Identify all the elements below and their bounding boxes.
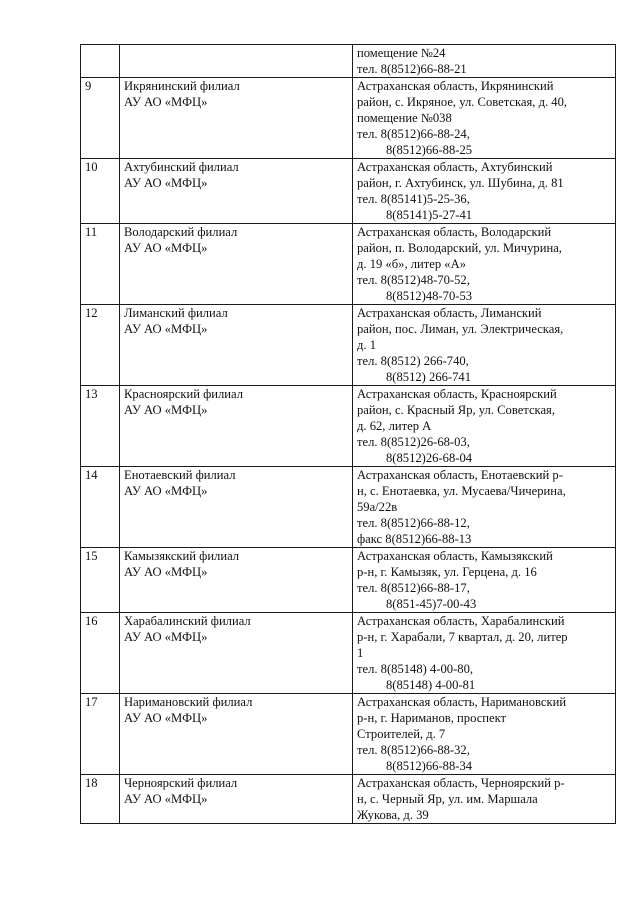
- address-line: Астраханская область, Икрянинский: [357, 79, 554, 93]
- branch-name-line: Наримановский филиал: [124, 695, 253, 709]
- row-number: 12: [81, 305, 120, 386]
- address-line: тел. 8(8512)66-88-12,: [357, 516, 470, 530]
- address-line: помещение №038: [357, 111, 452, 125]
- address-line: д. 19 «б», литер «А»: [357, 257, 466, 271]
- address-line: Астраханская область, Харабалинский: [357, 614, 565, 628]
- address-line: н, с. Черный Яр, ул. им. Маршала: [357, 792, 538, 806]
- branch-address-cell: [353, 775, 616, 824]
- branch-name-line: АУ АО «МФЦ»: [124, 95, 208, 109]
- row-number: 15: [81, 548, 120, 613]
- row-number: 13: [81, 386, 120, 467]
- branch-name-cell: [120, 78, 353, 159]
- branch-name-line: АУ АО «МФЦ»: [124, 322, 208, 336]
- row-number: 16: [81, 613, 120, 694]
- branch-address-cell: [353, 386, 616, 467]
- row-number: 14: [81, 467, 120, 548]
- table-row: [81, 78, 616, 159]
- branch-name-line: Икрянинский филиал: [124, 79, 240, 93]
- branch-name-cell: [120, 467, 353, 548]
- branch-name-line: АУ АО «МФЦ»: [124, 241, 208, 255]
- address-line: р-н, г. Камызяк, ул. Герцена, д. 16: [357, 565, 537, 579]
- address-line: д. 62, литер А: [357, 419, 432, 433]
- branch-address-cell: [353, 548, 616, 613]
- row-number: 11: [81, 224, 120, 305]
- branch-name-line: АУ АО «МФЦ»: [124, 630, 208, 644]
- address-line: тел. 8(8512)66-88-32,: [357, 743, 470, 757]
- address-line: тел. 8(85148) 4-00-80,: [357, 662, 474, 676]
- address-line: тел. 8(8512)66-88-17,: [357, 581, 470, 595]
- address-line: Астраханская область, Камызякский: [357, 549, 553, 563]
- branch-name-line: Камызякский филиал: [124, 549, 240, 563]
- row-number: 9: [81, 78, 120, 159]
- address-line: Жукова, д. 39: [357, 808, 429, 822]
- branch-name-line: АУ АО «МФЦ»: [124, 484, 208, 498]
- table-row: [81, 467, 616, 548]
- row-number: 18: [81, 775, 120, 824]
- row-number: 10: [81, 159, 120, 224]
- branch-address-cell: [353, 159, 616, 224]
- branch-address-cell: [353, 305, 616, 386]
- branch-name-cell: [120, 613, 353, 694]
- branches-table-body: [81, 45, 616, 824]
- address-line: Строителей, д. 7: [357, 727, 446, 741]
- address-line: н, с. Енотаевка, ул. Мусаева/Чичерина,: [357, 484, 566, 498]
- address-line: 8(8512)66-88-25: [386, 143, 473, 157]
- address-line: Астраханская область, Наримановский: [357, 695, 567, 709]
- address-line: 8(8512)26-68-04: [386, 451, 473, 465]
- table-row: [81, 548, 616, 613]
- row-number: 17: [81, 694, 120, 775]
- branch-name-line: Ахтубинский филиал: [124, 160, 239, 174]
- branch-address-cell: [353, 694, 616, 775]
- branch-name-line: АУ АО «МФЦ»: [124, 792, 208, 806]
- branch-name-line: Красноярский филиал: [124, 387, 244, 401]
- address-line: Астраханская область, Ахтубинский: [357, 160, 553, 174]
- branch-address-cell: [353, 224, 616, 305]
- address-line: район, с. Красный Яр, ул. Советская,: [357, 403, 555, 417]
- address-line: тел. 8(8512)66-88-21: [357, 62, 467, 76]
- branch-name-line: Лиманский филиал: [124, 306, 228, 320]
- address-line: 8(8512) 266-741: [386, 370, 471, 384]
- address-line: 8(8512)48-70-53: [386, 289, 473, 303]
- table-row: [81, 775, 616, 824]
- address-line: Астраханская область, Красноярский: [357, 387, 557, 401]
- address-line: 8(8512)66-88-34: [386, 759, 473, 773]
- address-line: тел. 8(8512)48-70-52,: [357, 273, 470, 287]
- address-line: факс 8(8512)66-88-13: [357, 532, 472, 546]
- address-line: д. 1: [357, 338, 377, 352]
- branch-name-cell: [120, 386, 353, 467]
- address-line: 8(85141)5-27-41: [386, 208, 473, 222]
- branch-name-cell: [120, 305, 353, 386]
- address-line: район, г. Ахтубинск, ул. Шубина, д. 81: [357, 176, 564, 190]
- address-line: Астраханская область, Володарский: [357, 225, 552, 239]
- address-line: район, с. Икряное, ул. Советская, д. 40,: [357, 95, 568, 109]
- address-line: тел. 8(8512)26-68-03,: [357, 435, 470, 449]
- row-number: [81, 45, 120, 78]
- table-row: [81, 694, 616, 775]
- branch-name-cell: [120, 694, 353, 775]
- branch-address-cell: [353, 45, 616, 78]
- table-row: [81, 159, 616, 224]
- branch-address-cell: [353, 467, 616, 548]
- address-line: Астраханская область, Енотаевский р-: [357, 468, 563, 482]
- branch-name-line: АУ АО «МФЦ»: [124, 403, 208, 417]
- address-line: район, п. Володарский, ул. Мичурина,: [357, 241, 562, 255]
- address-line: тел. 8(85141)5-25-36,: [357, 192, 470, 206]
- address-line: тел. 8(8512)66-88-24,: [357, 127, 470, 141]
- branch-name-cell: [120, 548, 353, 613]
- branch-address-cell: [353, 78, 616, 159]
- address-line: тел. 8(8512) 266-740,: [357, 354, 469, 368]
- branch-name-line: Енотаевский филиал: [124, 468, 236, 482]
- branch-name-line: Черноярский филиал: [124, 776, 238, 790]
- table-row: [81, 224, 616, 305]
- address-line: Астраханская область, Лиманский: [357, 306, 542, 320]
- table-row: [81, 386, 616, 467]
- address-line: 8(851-45)7-00-43: [386, 597, 477, 611]
- table-row: [81, 613, 616, 694]
- address-line: Астраханская область, Черноярский р-: [357, 776, 565, 790]
- branch-name-cell: [120, 224, 353, 305]
- branch-address-cell: [353, 613, 616, 694]
- address-line: 59а/22в: [357, 500, 398, 514]
- address-line: р-н, г. Харабали, 7 квартал, д. 20, литер: [357, 630, 568, 644]
- address-line: помещение №24: [357, 46, 446, 60]
- branch-name-cell: [120, 159, 353, 224]
- branch-name-line: АУ АО «МФЦ»: [124, 711, 208, 725]
- address-line: 8(85148) 4-00-81: [386, 678, 476, 692]
- table-row: [81, 305, 616, 386]
- branches-table: [80, 44, 616, 824]
- address-line: р-н, г. Нариманов, проспект: [357, 711, 507, 725]
- branch-name-line: АУ АО «МФЦ»: [124, 176, 208, 190]
- branch-name-line: Харабалинский филиал: [124, 614, 251, 628]
- table-row: [81, 45, 616, 78]
- branch-name-cell: [120, 45, 353, 78]
- address-line: 1: [357, 646, 364, 660]
- branch-name-cell: [120, 775, 353, 824]
- branch-name-line: Володарский филиал: [124, 225, 238, 239]
- address-line: район, пос. Лиман, ул. Электрическая,: [357, 322, 564, 336]
- branch-name-line: АУ АО «МФЦ»: [124, 565, 208, 579]
